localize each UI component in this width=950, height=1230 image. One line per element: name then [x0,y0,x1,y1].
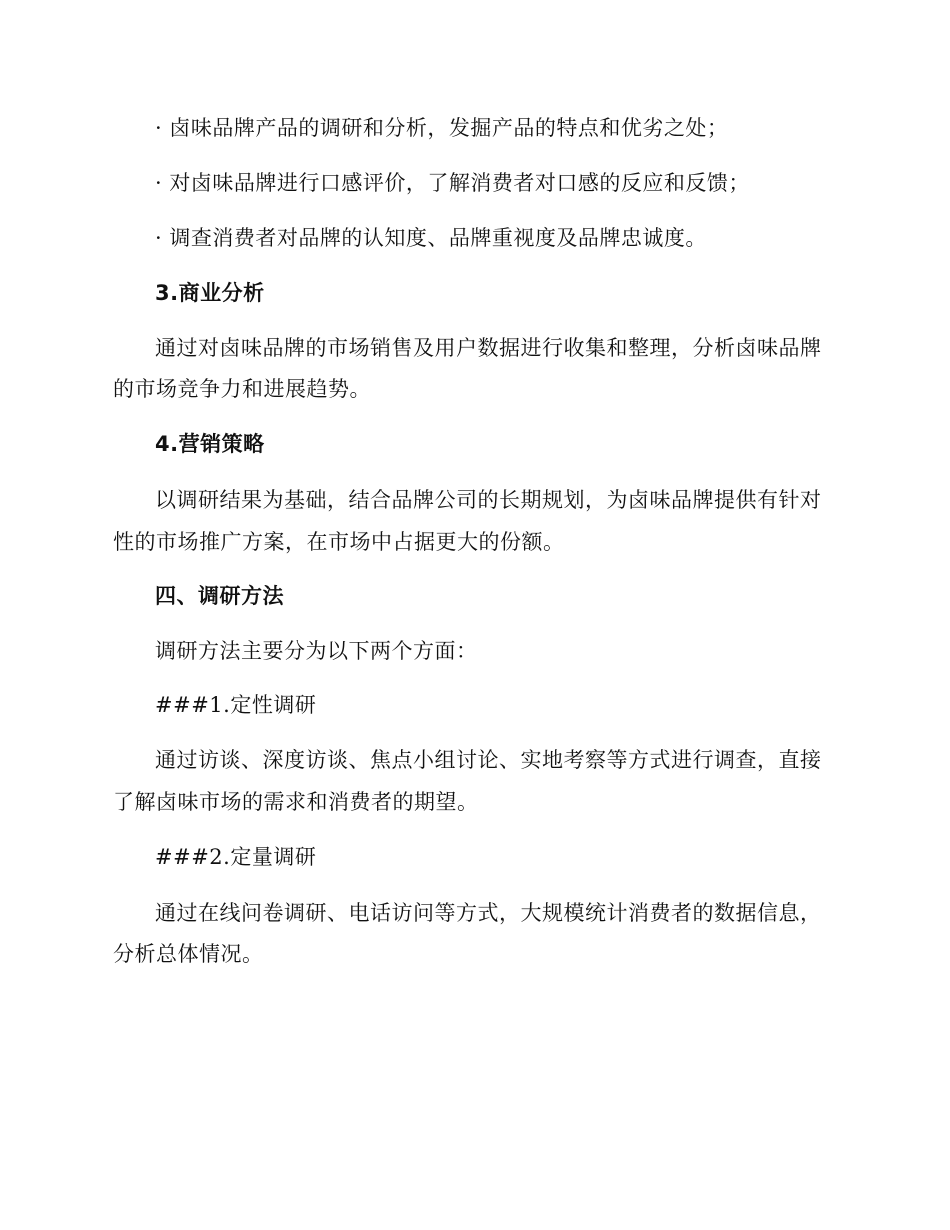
paragraph-qualitative-line2: 了解卤味市场的需求和消费者的期望。 [113,790,479,814]
paragraph-qualitative-line1: 通过访谈、深度访谈、焦点小组讨论、实地考察等方式进行调查，直接 [155,748,822,772]
paragraph-business-analysis-line2: 的市场竞争力和进展趋势。 [113,377,371,401]
bullet-item-brand-awareness: · 调查消费者对品牌的认知度、品牌重视度及品牌忠诚度。 [155,226,707,250]
paragraph-marketing-strategy-line1: 以调研结果为基础，结合品牌公司的长期规划，为卤味品牌提供有针对 [155,488,822,512]
paragraph-quantitative-line1: 通过在线问卷调研、电话访问等方式，大规模统计消费者的数据信息， [155,901,822,925]
paragraph-methods-intro: 调研方法主要分为以下两个方面： [155,639,478,663]
bullet-item-product-research: · 卤味品牌产品的调研和分析，发掘产品的特点和优劣之处； [155,116,729,140]
paragraph-marketing-strategy-line2: 性的市场推广方案，在市场中占据更大的份额。 [113,530,565,554]
section-heading-business-analysis: 3.商业分析 [155,281,265,305]
section-heading-marketing-strategy: 4.营销策略 [155,432,265,456]
paragraph-business-analysis-line1: 通过对卤味品牌的市场销售及用户数据进行收集和整理，分析卤味品牌 [155,336,822,360]
bullet-item-taste-evaluation: · 对卤味品牌进行口感评价，了解消费者对口感的反应和反馈； [155,171,750,195]
section-heading-research-methods: 四、调研方法 [155,584,284,608]
subheading-quantitative-research: ###2.定量调研 [155,845,317,869]
paragraph-quantitative-line2: 分析总体情况。 [113,942,264,966]
subheading-qualitative-research: ###1.定性调研 [155,693,317,717]
